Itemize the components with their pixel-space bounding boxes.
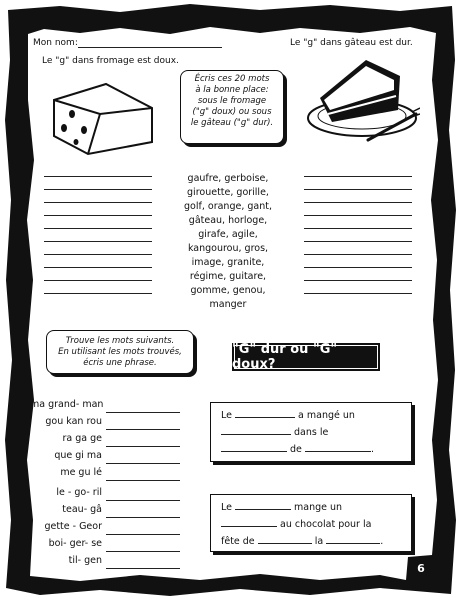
fill-blank[interactable] <box>221 425 291 435</box>
fill-blank[interactable] <box>258 534 312 544</box>
instruction-line: écris une phrase. <box>83 358 157 368</box>
scrambled-row <box>30 518 180 535</box>
scrambled-word: ma grand- man <box>30 399 104 410</box>
instruction-line: sous le fromage <box>197 96 267 106</box>
answer-line[interactable] <box>304 293 412 294</box>
answer-line[interactable] <box>44 293 152 294</box>
instruction-line: Écris ces 20 mots <box>194 74 270 84</box>
answer-line[interactable] <box>106 524 180 535</box>
fill-blank[interactable] <box>235 500 291 510</box>
answer-line[interactable] <box>106 402 180 413</box>
scrambled-word: ra ga ge <box>62 433 102 444</box>
hard-g-label: Le "g" dans gâteau est dur. <box>290 38 413 48</box>
sentence-text: . <box>380 536 384 547</box>
sentence-text: Le <box>221 410 232 421</box>
answer-line[interactable] <box>106 453 180 464</box>
answer-line[interactable] <box>106 470 180 481</box>
answer-line[interactable] <box>304 241 412 242</box>
scrambled-word: que gi ma <box>54 450 102 461</box>
sentence-text: la <box>314 536 324 547</box>
page-title: "G" dur ou "G" doux? <box>232 343 380 371</box>
sentence-text: a mangé un <box>298 410 355 421</box>
instruction-line: à la bonne place: <box>195 85 269 95</box>
sentence-text: . <box>370 444 374 455</box>
answer-line[interactable] <box>304 254 412 255</box>
answer-line[interactable] <box>44 280 152 281</box>
scrambled-word: gette - Geor <box>44 521 102 532</box>
answer-line[interactable] <box>106 558 180 569</box>
cheese-icon <box>48 78 160 158</box>
scrambled-words-group-1 <box>30 396 180 481</box>
scrambled-row <box>30 447 180 464</box>
soft-g-label: Le "g" dans fromage est doux. <box>42 56 179 66</box>
sentence-box-2 <box>210 494 412 552</box>
scrambled-word: boi- ger- se <box>48 538 102 549</box>
sentence-text: de <box>290 444 302 455</box>
fill-blank[interactable] <box>305 442 371 452</box>
answer-line[interactable] <box>44 176 152 177</box>
answer-line[interactable] <box>44 215 152 216</box>
answer-line[interactable] <box>106 490 180 501</box>
sentence-text: mange un <box>294 502 343 513</box>
fill-blank[interactable] <box>221 442 287 452</box>
name-input-line[interactable] <box>78 47 222 48</box>
word-list-line: gaufre, gerboise, <box>187 173 269 184</box>
scrambled-words-group-2 <box>30 484 180 569</box>
answer-line[interactable] <box>304 280 412 281</box>
scrambled-row <box>30 430 180 447</box>
instruction-line: ("g" doux) ou sous <box>192 107 272 117</box>
answer-line[interactable] <box>304 215 412 216</box>
word-list-line: golf, orange, gant, <box>184 201 272 212</box>
answer-line[interactable] <box>44 228 152 229</box>
sentence-text: dans le <box>294 427 329 438</box>
scrambled-word: le - go- ril <box>56 487 102 498</box>
scrambled-word: gou kan rou <box>45 416 102 427</box>
sentence-box-1 <box>210 402 412 462</box>
word-list-line: gomme, genou, <box>190 285 266 296</box>
instruction-line: En utilisant les mots trouvés, <box>58 347 182 357</box>
scrambled-row <box>30 501 180 518</box>
scrambled-row <box>30 464 180 481</box>
instruction-line: le gâteau ("g" dur). <box>190 118 274 128</box>
answer-line[interactable] <box>106 507 180 518</box>
scrambled-row <box>30 484 180 501</box>
scrambled-word: me gu lé <box>60 467 102 478</box>
answer-line[interactable] <box>304 176 412 177</box>
sentence-text: Le <box>221 502 232 513</box>
word-list-line: kangourou, gros, <box>187 243 269 254</box>
word-list-line: manger <box>209 299 247 310</box>
scrambled-word: til- gen <box>68 555 102 566</box>
sentence-text: au chocolat pour la <box>280 519 372 530</box>
answer-line[interactable] <box>44 202 152 203</box>
word-list-line: image, granite, <box>191 257 265 268</box>
answer-line[interactable] <box>304 189 412 190</box>
word-list-line: gâteau, horloge, <box>188 215 268 226</box>
answer-line[interactable] <box>106 419 180 430</box>
answer-line[interactable] <box>304 202 412 203</box>
scrambled-row <box>30 413 180 430</box>
answer-line[interactable] <box>304 267 412 268</box>
answer-line[interactable] <box>304 228 412 229</box>
instruction-box-find-words <box>46 330 194 374</box>
word-list-line: girouette, gorille, <box>187 187 269 198</box>
scrambled-row <box>30 396 180 413</box>
answer-line[interactable] <box>44 267 152 268</box>
scrambled-word: teau- gâ <box>62 504 102 515</box>
page-number: 6 <box>417 562 425 575</box>
answer-line[interactable] <box>44 241 152 242</box>
instruction-box-sort <box>180 70 284 144</box>
word-list <box>178 172 278 312</box>
fill-blank[interactable] <box>326 534 380 544</box>
fill-blank[interactable] <box>235 408 295 418</box>
answer-line[interactable] <box>44 254 152 255</box>
scrambled-row <box>30 552 180 569</box>
answer-line[interactable] <box>106 436 180 447</box>
word-list-line: girafe, agile, <box>198 229 258 240</box>
word-list-line: régime, guitare, <box>189 271 267 282</box>
answer-line[interactable] <box>106 541 180 552</box>
answer-line[interactable] <box>44 189 152 190</box>
instruction-line: Trouve les mots suivants. <box>65 336 175 346</box>
fill-blank[interactable] <box>221 517 277 527</box>
cake-slice-icon <box>302 56 420 142</box>
name-label: Mon nom: <box>33 38 78 48</box>
scrambled-row <box>30 535 180 552</box>
sentence-text: fête de <box>221 536 255 547</box>
